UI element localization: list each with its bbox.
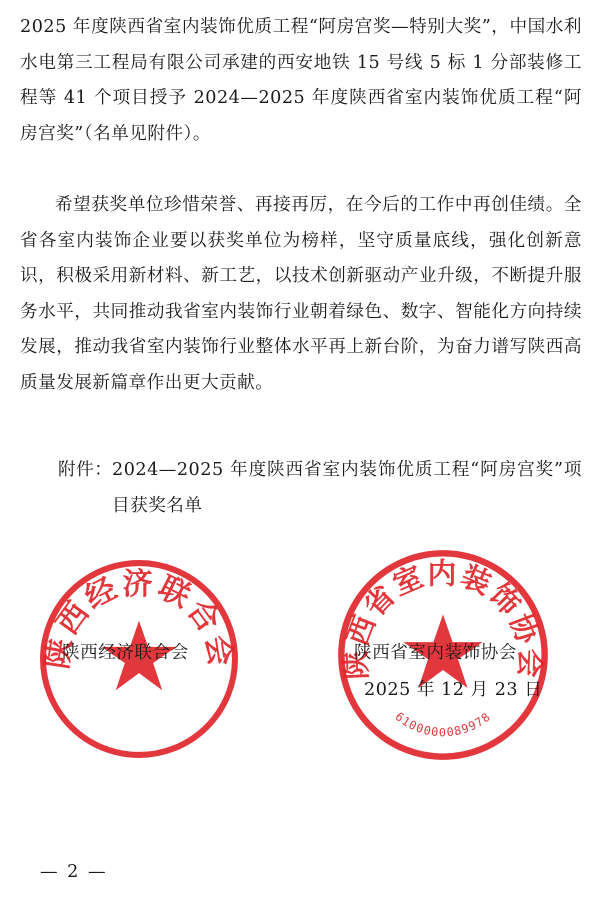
signature-left: 陕西经济联合会 (62, 643, 189, 663)
seal-left-text: 陕西经济联合会 (39, 566, 239, 672)
body-paragraph-1: 2025 年度陕西省室内装饰优质工程“阿房宫奖—特别大奖”，中国水利水电第三工程局有限公司承建的西安地铁 15 号线 5 标 1 分部装修工程等 41 个项目授予 2024—2025 年度陕西省室内装饰优质工程“阿房宫奖”（名单见附件）。 (20, 17, 582, 144)
signature-date: 2025 年 12 月 23 日 (364, 680, 543, 700)
attachment-label: 附件： (58, 460, 113, 480)
svg-text:6100000089978 (393, 709, 494, 739)
signature-right: 陕西省室内装饰协会 (354, 643, 517, 663)
seal-right-code: 6100000089978 (392, 709, 494, 740)
page-number: — 2 — (40, 862, 108, 882)
seal-right-text: 陕西省室内装饰协会 (338, 556, 548, 681)
body-paragraph-2: 希望获奖单位珍惜荣誉、再接再厉，在今后的工作中再创佳绩。全省各室内装饰企业要以获奖单位为榜样，坚守质量底线，强化创新意识，积极采用新材料、新工艺，以技术创新驱动产业升级，不断提升服务水平，共同推动我省室内装饰行业朝着绿色、数字、智能化方向持续发展，推动我省室内装饰行业整体水平再上新台阶，为奋力谱写陕西高质量发展新篇章作出更大贡献。 (20, 195, 582, 393)
attachment-title: 2024—2025 年度陕西省室内装饰优质工程“阿房宫奖”项目获奖名单 (112, 460, 582, 516)
